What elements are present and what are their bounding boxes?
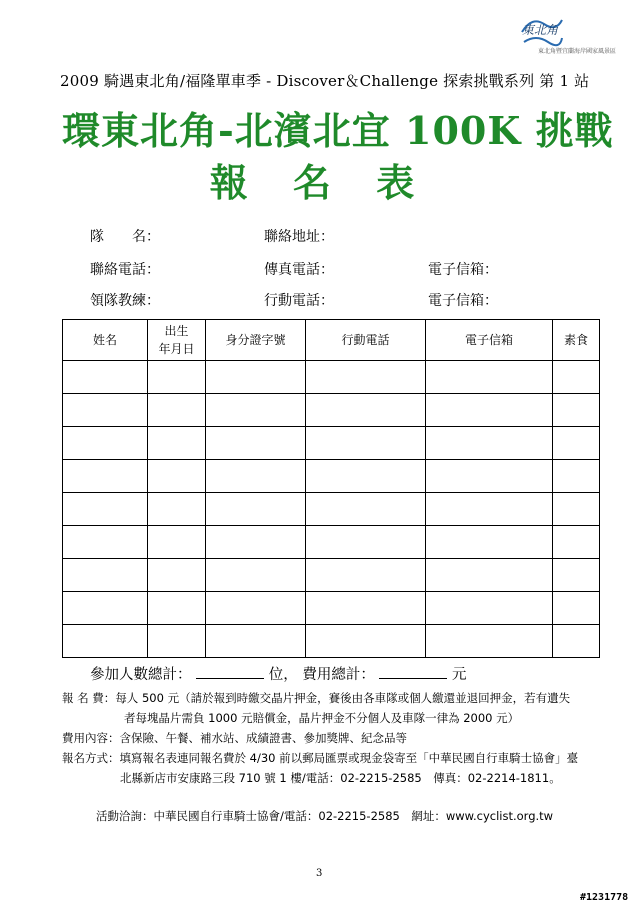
table-cell[interactable] [553, 526, 600, 559]
method-note-line2: 北縣新店市安康路三段 710 號 1 樓/電話：02-2215-2585 傳真：02-2214-1811。 [120, 771, 561, 785]
participants-total-input[interactable] [196, 666, 264, 679]
table-cell[interactable] [206, 526, 306, 559]
table-cell[interactable] [426, 625, 553, 658]
table-cell[interactable] [426, 361, 553, 394]
table-cell[interactable] [148, 361, 206, 394]
table-cell[interactable] [306, 526, 426, 559]
content-note-label: 費用內容： [62, 731, 120, 745]
col-name-header: 姓名 [63, 320, 148, 361]
table-cell[interactable] [148, 592, 206, 625]
contact-address-field[interactable]: 聯絡地址： [264, 229, 334, 245]
unit-currency: 元 [452, 667, 467, 683]
table-cell[interactable] [63, 493, 148, 526]
table-cell[interactable] [426, 394, 553, 427]
table-row [63, 592, 600, 625]
page-subtitle: 報 名 表 [209, 160, 431, 205]
table-cell[interactable] [553, 625, 600, 658]
table-cell[interactable] [306, 592, 426, 625]
method-note [62, 750, 578, 766]
table-cell[interactable] [306, 493, 426, 526]
table-cell[interactable] [206, 493, 306, 526]
table-cell[interactable] [426, 460, 553, 493]
table-row [63, 361, 600, 394]
table-cell[interactable] [426, 592, 553, 625]
team-name-field[interactable]: 隊 名： [90, 229, 160, 245]
method-note-label: 報名方式： [62, 751, 120, 765]
table-cell[interactable] [148, 625, 206, 658]
mobile-field[interactable]: 行動電話： [264, 293, 334, 309]
table-cell[interactable] [206, 592, 306, 625]
table-cell[interactable] [426, 427, 553, 460]
table-cell[interactable] [148, 394, 206, 427]
table-cell[interactable] [63, 427, 148, 460]
fee-note-label: 報 名 費： [62, 691, 116, 705]
fee-total-label: 費用總計： [302, 667, 375, 683]
table-cell[interactable] [63, 361, 148, 394]
table-cell[interactable] [63, 559, 148, 592]
table-cell[interactable] [553, 394, 600, 427]
table-cell[interactable] [306, 460, 426, 493]
table-cell[interactable] [206, 625, 306, 658]
participants-total-label: 參加人數總計： [90, 667, 192, 683]
page-title: 環東北角-北濱北宜 100K 挑戰 [62, 108, 614, 153]
table-cell[interactable] [206, 427, 306, 460]
table-cell[interactable] [553, 559, 600, 592]
table-cell[interactable] [63, 526, 148, 559]
totals-line [90, 663, 467, 684]
table-cell[interactable] [553, 592, 600, 625]
table-cell[interactable] [148, 526, 206, 559]
table-row [63, 526, 600, 559]
table-cell[interactable] [148, 559, 206, 592]
fee-note [62, 690, 570, 706]
col-id-header: 身分證字號 [206, 320, 306, 361]
svg-text:東北角: 東北角 [522, 23, 559, 37]
logo-caption: 東北角暨宜蘭海岸國家風景區 [538, 48, 617, 55]
table-cell[interactable] [553, 493, 600, 526]
table-cell[interactable] [306, 625, 426, 658]
table-cell[interactable] [306, 361, 426, 394]
table-row [63, 493, 600, 526]
table-cell[interactable] [63, 394, 148, 427]
contact-phone-field[interactable]: 聯絡電話： [90, 262, 160, 278]
roster-table [62, 319, 600, 658]
table-cell[interactable] [63, 625, 148, 658]
email-field-1[interactable]: 電子信箱： [428, 262, 498, 278]
table-cell[interactable] [426, 493, 553, 526]
fax-field[interactable]: 傳真電話： [264, 262, 334, 278]
table-cell[interactable] [426, 559, 553, 592]
table-cell[interactable] [206, 460, 306, 493]
col-birthdate-header: 出生 年月日 [148, 320, 206, 361]
table-cell[interactable] [426, 526, 553, 559]
fee-note-line2: 者每塊晶片需負 1000 元賠償金，晶片押金不分個人及車隊一律為 2000 元） [124, 711, 520, 725]
col-vegetarian-header: 素食 [553, 320, 600, 361]
watermark-stamp: #1231778 [580, 892, 629, 903]
contact-line: 活動洽詢：中華民國自行車騎士協會/電話：02-2215-2585 網址：www.cyclist.org.tw [96, 809, 554, 823]
content-note [62, 730, 407, 746]
table-row [63, 427, 600, 460]
table-cell[interactable] [206, 361, 306, 394]
table-cell[interactable] [206, 559, 306, 592]
unit-people: 位， [268, 667, 298, 683]
table-cell[interactable] [148, 460, 206, 493]
page-number: 3 [316, 868, 323, 879]
table-cell[interactable] [553, 361, 600, 394]
table-cell[interactable] [306, 559, 426, 592]
email-field-2[interactable]: 電子信箱： [428, 293, 498, 309]
table-row [63, 460, 600, 493]
table-cell[interactable] [63, 592, 148, 625]
table-header-row [63, 320, 600, 361]
col-mobile-header: 行動電話 [306, 320, 426, 361]
table-cell[interactable] [148, 493, 206, 526]
table-row [63, 394, 600, 427]
table-cell[interactable] [306, 427, 426, 460]
method-note-line1: 填寫報名表連同報名費於 4/30 前以郵局匯票或現金袋寄至「中華民國自行車騎士協會」臺 [119, 751, 579, 765]
logo [508, 12, 626, 56]
fee-total-input[interactable] [379, 666, 447, 679]
fee-note-line1: 每人 500 元（請於報到時繳交晶片押金，賽後由各車隊或個人繳還並退回押金，若有遺失 [115, 691, 571, 705]
table-cell[interactable] [553, 460, 600, 493]
leader-field[interactable]: 領隊教練： [90, 293, 160, 309]
table-cell[interactable] [306, 394, 426, 427]
table-row [63, 559, 600, 592]
content-note-text: 含保險、午餐、補水站、成績證書、參加獎牌、紀念品等 [119, 731, 407, 745]
table-cell[interactable] [148, 427, 206, 460]
col-email-header: 電子信箱 [426, 320, 553, 361]
table-row [63, 625, 600, 658]
table-cell[interactable] [63, 460, 148, 493]
table-cell[interactable] [206, 394, 306, 427]
table-cell[interactable] [553, 427, 600, 460]
series-line: 2009 騎遇東北角/福隆單車季 - Discover＆Challenge 探索挑戰系列 第 1 站 [60, 72, 590, 90]
